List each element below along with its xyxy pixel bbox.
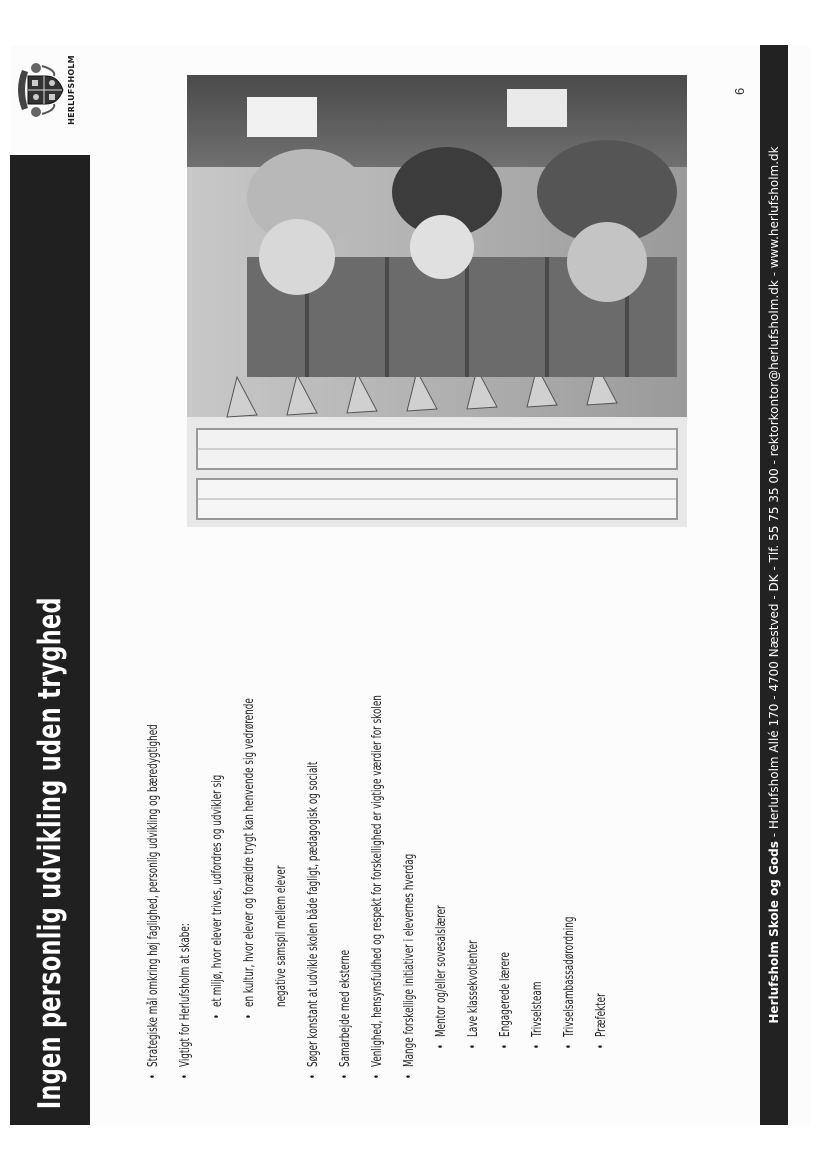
bullet-dot: • (594, 1044, 609, 1050)
bullet-dot: • (498, 1044, 513, 1050)
bullet-text: Mange forskellige initiativer i elevernes hverdag (402, 853, 417, 1067)
classroom-photo-image (187, 75, 687, 527)
page-number: 6 (732, 87, 747, 95)
bullet-text: en kultur, hvor elever og forældre trygt kan henvende sig vedrørende (242, 698, 257, 1007)
bullet-text: Engagerede lærere (498, 952, 513, 1037)
bullet-item (490, 690, 522, 1050)
bullet-dot: • (338, 1074, 353, 1080)
bullet-text: Venlighed, hensynsfuldhed og respekt for forskellighed er vigtige værdier for skolen (370, 695, 385, 1067)
bullet-text: Lave klassekvotienter (466, 940, 481, 1037)
bullet-dot: • (178, 1074, 193, 1080)
footer-org: Herlufsholm Skole og Gods (767, 841, 781, 1024)
footer-bar (760, 45, 788, 1125)
slide-title: Ingen personlig udvikling uden tryghed (32, 597, 68, 1110)
classroom-photo (187, 75, 687, 527)
bullet-dot: • (402, 1074, 417, 1080)
bullet-dot: • (242, 1014, 257, 1020)
coat-of-arms-icon (16, 62, 66, 118)
bullet-item (170, 700, 202, 1080)
herlufsholm-logo (16, 55, 90, 125)
bullet-item (426, 690, 458, 1050)
bullet-item (234, 681, 266, 1020)
bullet-text: Mentor og/eller sovesalslærer (434, 905, 449, 1037)
title-bar (10, 155, 90, 1125)
bullet-text: et miljø, hvor elever trives, udfordres og udvikler sig (210, 774, 225, 1007)
bullet-text: negative samspil mellem elever (274, 865, 289, 1007)
bullet-item (138, 700, 170, 1080)
footer-contact: - Herlufsholm Allé 170 - 4700 Næstved - DK - Tlf. 55 75 35 00 - rektorkontor@herlufsholm.dk - www.herlufsholm.dk (767, 146, 781, 842)
bullet-dot: • (562, 1044, 577, 1050)
footer-text (767, 146, 781, 1023)
bullet-dot: • (530, 1044, 545, 1050)
bullet-text: Vigtigt for Herlufsholm at skabe: (178, 923, 193, 1067)
bullet-item (458, 690, 490, 1050)
bullet-dot: • (306, 1074, 321, 1080)
bullet-item (330, 700, 362, 1080)
bullet-item (298, 700, 330, 1080)
bullet-text: Trivselsambassadørordning (562, 916, 577, 1037)
slide (10, 45, 810, 1125)
bullet-item (362, 695, 394, 1080)
bullet-dot: • (370, 1074, 385, 1080)
bullet-dot: • (210, 1014, 225, 1020)
logo-name: HERLUFSHOLM (67, 55, 76, 125)
bullet-text: Søger konstant at udvikle skolen både fagligt, pædagogisk og socialt (306, 761, 321, 1067)
bullet-content (138, 527, 718, 1087)
bullet-text: Strategiske mål omkring høj faglighed, personlig udvikling og bæredygtighed (146, 724, 161, 1067)
bullet-item (202, 681, 234, 1020)
bullet-item (266, 681, 298, 1007)
bullet-item (394, 700, 426, 1080)
bullet-dot: • (434, 1044, 449, 1050)
bullet-list (138, 527, 618, 1087)
bullet-item (586, 690, 618, 1050)
bullet-item (554, 690, 586, 1050)
bullet-text: Samarbejde med eksterne (338, 949, 353, 1067)
bullet-dot: • (146, 1074, 161, 1080)
bullet-dot: • (466, 1044, 481, 1050)
bullet-text: Præfekter (594, 993, 609, 1037)
bullet-item (522, 690, 554, 1050)
bullet-text: Trivselsteam (530, 981, 545, 1037)
